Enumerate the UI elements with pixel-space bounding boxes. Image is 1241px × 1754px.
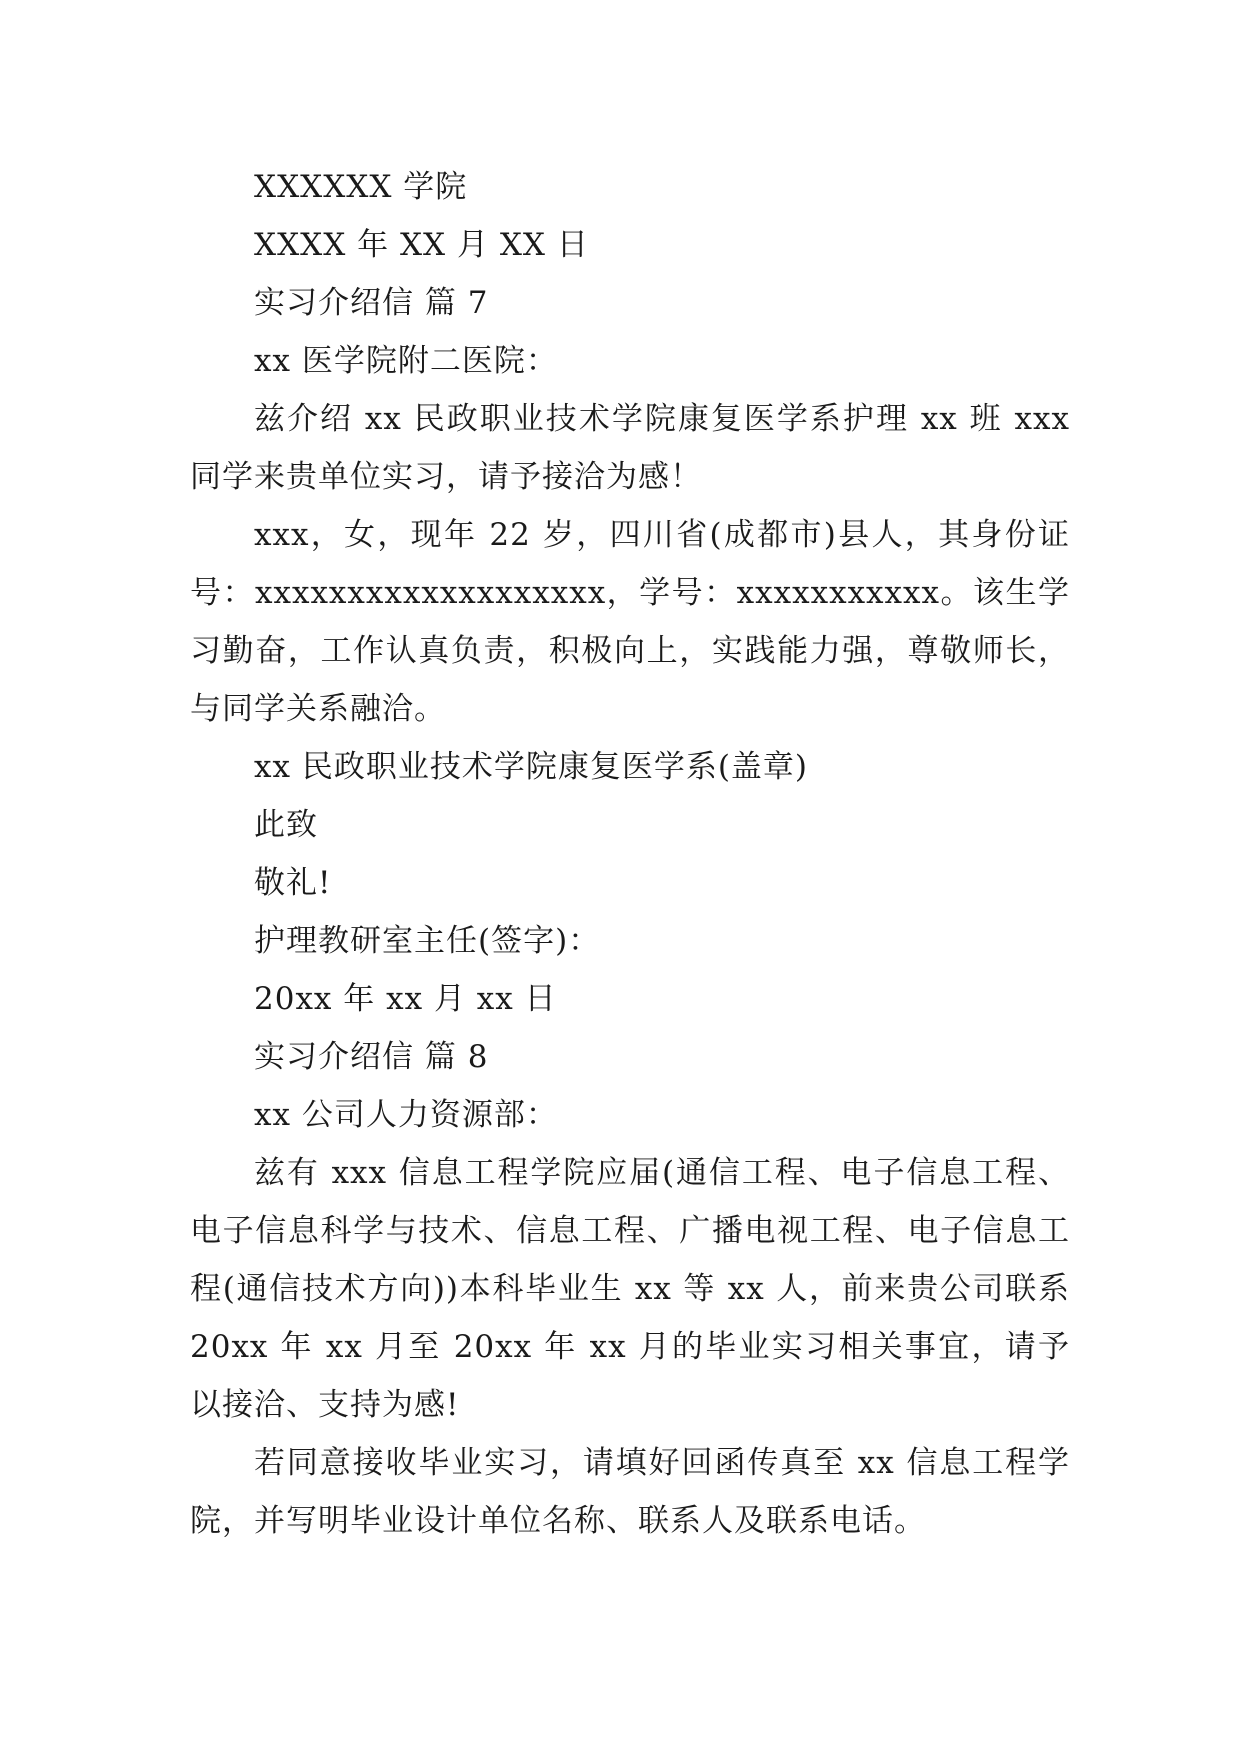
letter7-issuer: xx 民政职业技术学院康复医学系(盖章): [254, 749, 809, 785]
letter7-recipient: xx 医学院附二医院：: [254, 343, 558, 379]
letter7-date: 20xx 年 xx 月 xx 日: [254, 981, 557, 1017]
closing-date: XXXX 年 XX 月 XX 日: [254, 227, 589, 263]
document-body: [190, 158, 1070, 1550]
letter8-heading: 实习介绍信 篇 8: [254, 1039, 489, 1075]
letter7-salutation-1: 此致: [254, 807, 318, 843]
letter7-signature: 护理教研室主任(签字)：: [254, 923, 601, 959]
letter8-body-paragraph-2: 若同意接收毕业实习，请填好回函传真至 xx 信息工程学院，并写明毕业设计单位名称、联系人及联系电话。: [190, 1445, 1070, 1539]
letter8-body-paragraph-1: 兹有 xxx 信息工程学院应届(通信工程、电子信息工程、电子信息科学与技术、信息工程、广播电视工程、电子信息工程(通信技术方向))本科毕业生 xx 等 xx 人，前来贵公司联系 20xx 年 xx 月至 20xx 年 xx 月的毕业实习相关事宜，请予以接洽、支持为感!: [190, 1155, 1070, 1423]
institution-name: XXXXXX 学院: [254, 169, 468, 205]
letter7-body-paragraph-1: 兹介绍 xx 民政职业技术学院康复医学系护理 xx 班 xxx 同学来贵单位实习，请予接洽为感！: [190, 401, 1070, 495]
letter7-body-paragraph-2: xxx，女，现年 22 岁，四川省(成都市)县人，其身份证号：xxxxxxxxxxxxxxxxxxx，学号：xxxxxxxxxxx。该生学习勤奋，工作认真负责，积极向上，实践能力强，尊敬师长，与同学关系融洽。: [190, 517, 1070, 727]
letter7-salutation-2: 敬礼!: [254, 865, 332, 901]
letter8-recipient: xx 公司人力资源部：: [254, 1097, 558, 1133]
letter7-heading: 实习介绍信 篇 7: [254, 285, 489, 321]
